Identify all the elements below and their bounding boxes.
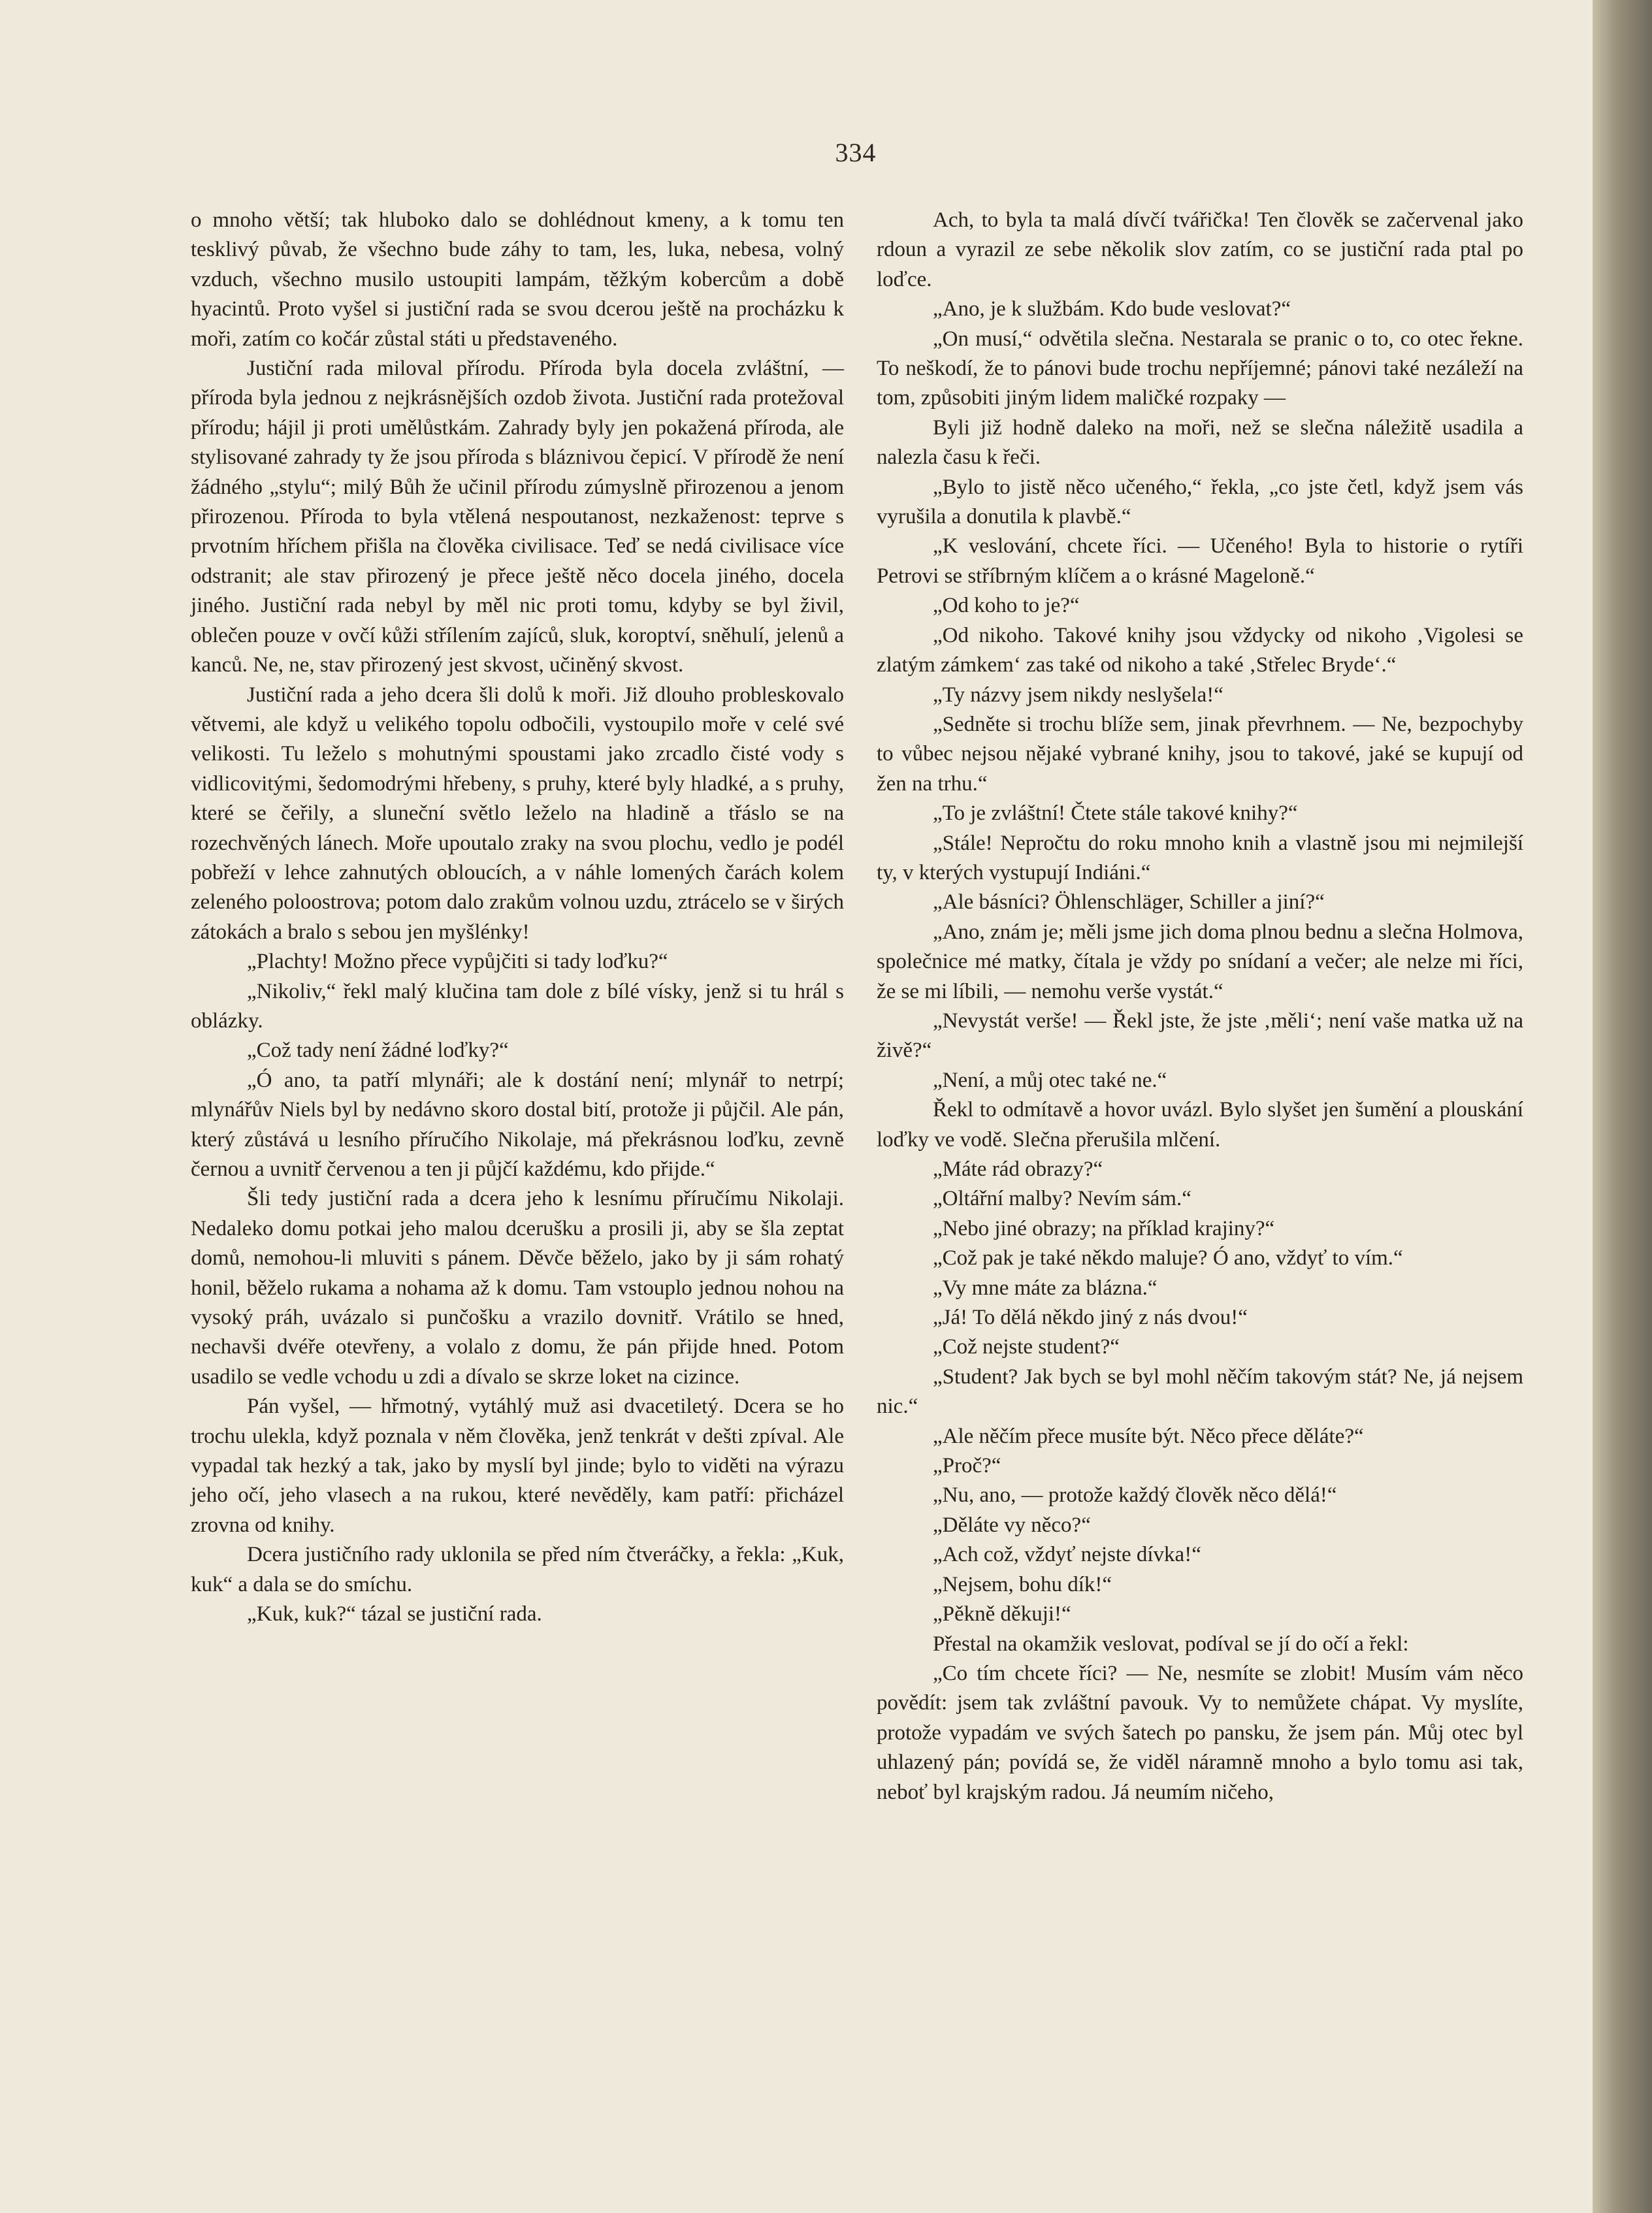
paragraph: „Nejsem, bohu dík!“	[933, 1572, 1112, 1596]
paragraph: „Což nejste student?“	[933, 1335, 1120, 1359]
paragraph: „Máte rád obrazy?“	[933, 1157, 1103, 1181]
paragraph: Řekl to odmítavě a hovor uvázl. Bylo slyšet jen šumění a plouskání loďky ve vodě. Slečna přerušila mlčení.	[877, 1098, 1523, 1152]
paragraph: Byli již hodně daleko na moři, než se slečna náležitě usadila a nalezla času k řeči.	[877, 415, 1523, 470]
paragraph: Šli tedy justiční rada a dcera jeho k lesnímu příručímu Nikolaji. Nedaleko domu potkai jeho malou dcerušku a prosili ji, aby se šla zeptat domů, nemohou-li mluviti s pánem. Děvče běželo, jako by ji sám rohatý honil, běželo rukama a nohama až k domu. Tam vstouplo jednou nohou na vysoký práh, uvázalo si punčošku a vrazilo dovnitř. Vrátilo se hned, nechavši dvéře otevřeny, a volalo z domu, že pán přijde hned. Potom usadilo se vedle vchodu u zdi a dívalo se skrze loket na cizince.	[191, 1187, 844, 1389]
paragraph: Přestal na okamžik veslovat, podíval se jí do očí a řekl:	[933, 1632, 1409, 1656]
paragraph: „Ó ano, ta patří mlynáři; ale k dostání není; mlynář to netrpí; mlynářův Niels byl by nedávno skoro dostal bití, protože ji půjčil. Ale pán, který zůstává u lesního příručího Nikolaje, má překrásnou loďku, zevně černou a uvnitř červenou a ten ji půjčí každému, kdo přijde.“	[191, 1068, 844, 1181]
paragraph: o mnoho větší; tak hluboko dalo se dohlédnout kmeny, a k tomu ten tesklivý půvab, že všechno bude záhy to tam, les, luka, nebesa, volný vzduch, všechno musilo ustoupiti lampám, těžkým kobercům a době hyacintů. Proto vyšel si justiční rada se svou dcerou ještě na procházku k moři, zatím co kočár zůstal státi u představeného.	[191, 208, 844, 351]
paragraph: „Od nikoho. Takové knihy jsou vždycky od nikoho ‚Vigolesi se zlatým zámkem‘ zas také od nikoho a také ‚Střelec Bryde‘.“	[877, 623, 1523, 677]
paragraph: „Proč?“	[933, 1454, 1001, 1478]
paragraph: „Vy mne máte za blázna.“	[933, 1276, 1158, 1300]
paragraph: „Já! To dělá někdo jiný z nás dvou!“	[933, 1306, 1248, 1330]
paragraph: Dcera justičního rady uklonila se před ním čtveráčky, a řekla: „Kuk, kuk“ a dala se do smíchu.	[191, 1543, 844, 1596]
paragraph: „To je zvláštní! Čtete stále takové knihy?“	[933, 801, 1298, 826]
paragraph: Justiční rada miloval přírodu. Příroda byla docela zvláštní, — příroda byla jednou z nejkrásnějších ozdob života. Justiční rada protežoval přírodu; hájil ji proti umělůstkám. Zahrady byly jen pokažená příroda, ale stylisované zahrady ty že jsou příroda s bláznivou čepicí. V přírodě že není žádného „stylu“; milý Bůh že učinil přírodu zúmyslně přirozenou a jenom přirozenou. Příroda to byla vtělená nespoutanost, nezkaženost: teprve s prvotním hříchem přišla na člověka civilisace. Teď se nedá civilisace více odstranit; ale stav přirozený je přece ještě něco docela jiného, docela jiného. Justiční rada nebyl by měl nic proti tomu, kdyby se byl živil, oblečen pouze v ovčí kůži střílením zajíců, sluk, koroptví, sněhulí, jelenů a kanců. Ne, ne, stav přirozený jest skvost, učiněný skvost.	[191, 357, 844, 677]
paragraph: „Což tady není žádné loďky?“	[247, 1039, 509, 1063]
paragraph: „Nu, ano, — protože každý člověk něco dělá!“	[933, 1483, 1337, 1508]
paragraph: „Pěkně děkuji!“	[933, 1602, 1071, 1626]
paragraph: „Ale něčím přece musíte být. Něco přece děláte?“	[933, 1424, 1364, 1448]
paragraph: „Bylo to jistě něco učeného,“ řekla, „co jste četl, když jsem vás vyrušila a donutila k plavbě.“	[877, 475, 1523, 529]
paragraph: „Student? Jak bych se byl mohl něčím takovým stát? Ne, já nejsem nic.“	[877, 1365, 1523, 1419]
paragraph: „Ano, je k službám. Kdo bude veslovat?“	[933, 297, 1291, 321]
paragraph: „Nebo jiné obrazy; na příklad krajiny?“	[933, 1216, 1275, 1240]
page-number: 334	[835, 138, 877, 167]
paragraph: „Kuk, kuk?“ tázal se justiční rada.	[247, 1602, 542, 1626]
paragraph: „Ano, znám je; měli jsme jich doma plnou bednu a slečna Holmova, společnice mé matky, čítala je vždy po snídaní a večer; ale nelze mi říci, že se mi líbili, — nemohu verše vystát.“	[877, 920, 1523, 1003]
paragraph: „Oltářní malby? Nevím sám.“	[933, 1187, 1191, 1211]
paragraph: „Stále! Nepročtu do roku mnoho knih a vlastně jsou mi nejmilejší ty, v kterých vystupují Indiáni.“	[877, 831, 1523, 884]
paragraph: „Plachty! Možno přece vypůjčiti si tady loďku?“	[247, 950, 668, 974]
paragraph: „Nevystát verše! — Řekl jste, že jste ‚měli‘; není vaše matka už na živě?“	[877, 1009, 1523, 1063]
paragraph: „Ale básníci? Öhlenschläger, Schiller a jiní?“	[933, 890, 1325, 914]
paragraph: „Ty názvy jsem nikdy neslyšela!“	[933, 683, 1223, 707]
paragraph: „On musí,“ odvětila slečna. Nestarala se pranic o to, co otec řekne. To neškodí, že to pánovi bude trochu nepříjemné; pánovi také nezáleží na tom, způsobiti jiným lidem maličké rozpaky —	[877, 327, 1523, 410]
paragraph: Ach, to byla ta malá dívčí tvářička! Ten člověk se začervenal jako rdoun a vyrazil ze sebe několik slov zatím, co se justiční rada ptal po loďce.	[877, 208, 1523, 291]
paragraph: „Není, a můj otec také ne.“	[933, 1068, 1167, 1092]
paragraph: „Co tím chcete říci? — Ne, nesmíte se zlobit! Musím vám něco povědít: jsem tak zvláštní pavouk. Vy to nemůžete chápat. Vy myslíte, protože vypadám ve svých šatech po pansku, že jsem pán. Můj otec byl uhlazený pán; povídá se, že viděl náramně mnoho a bylo tomu asi tak, neboť byl krajským radou. Já neumím ničeho,	[877, 1661, 1523, 1804]
left-column	[191, 206, 844, 1630]
right-column	[877, 206, 1523, 1807]
paragraph: „Děláte vy něco?“	[933, 1513, 1091, 1537]
paragraph: „Nikoliv,“ řekl malý klučina tam dole z bílé vísky, jenž si tu hrál s oblázky.	[191, 979, 844, 1033]
paragraph: „K veslování, chcete říci. — Učeného! Byla to historie o rytíři Petrovi se stříbrným klíčem a o krásné Mageloně.“	[877, 534, 1523, 588]
paragraph: „Což pak je také někdo maluje? Ó ano, vždyť to vím.“	[933, 1246, 1403, 1270]
paragraph: „Ach což, vždyť nejste dívka!“	[933, 1543, 1201, 1567]
book-spine-edge	[1593, 0, 1652, 2213]
paragraph: „Sedněte si trochu blíže sem, jinak převrhnem. — Ne, bezpochyby to vůbec nejsou nějaké vybrané knihy, jsou to takové, jaké se kupují od žen na trhu.“	[877, 712, 1523, 796]
paragraph: Justiční rada a jeho dcera šli dolů k moři. Již dlouho probleskovalo větvemi, ale když u velikého topolu odbočili, vystoupilo moře v celé své velikosti. Tu leželo s mohutnými spoustami jako zrcadlo čisté vody s vidlicovitými, šedomodrými hřebeny, s pruhy, které byly hladké, a s pruhy, které se čeřily, a sluneční světlo leželo na hladině a třáslo se na rozechvěných lánech. Moře upoutalo zraky na svou plochu, vedlo je podél pobřeží v lehce zahnutých obloucích, a v náhle lomených čarách kolem zeleného poloostrova; potom dalo zrakům volnou uzdu, ztrácelo se v širých zátokách a bralo s sebou jen myšlénky!	[191, 683, 844, 944]
paragraph: „Od koho to je?“	[933, 594, 1080, 618]
paragraph: Pán vyšel, — hřmotný, vytáhlý muž asi dvacetiletý. Dcera se ho trochu ulekla, když poznala v něm člověka, jenž tenkrát v dešti zpíval. Ale vypadal tak hezký a tak, jako by myslí byl jinde; bylo to viděti na výrazu jeho očí, jeho vlasech a na rukou, které nevěděly, kam patří: přicházel zrovna od knihy.	[191, 1395, 844, 1537]
